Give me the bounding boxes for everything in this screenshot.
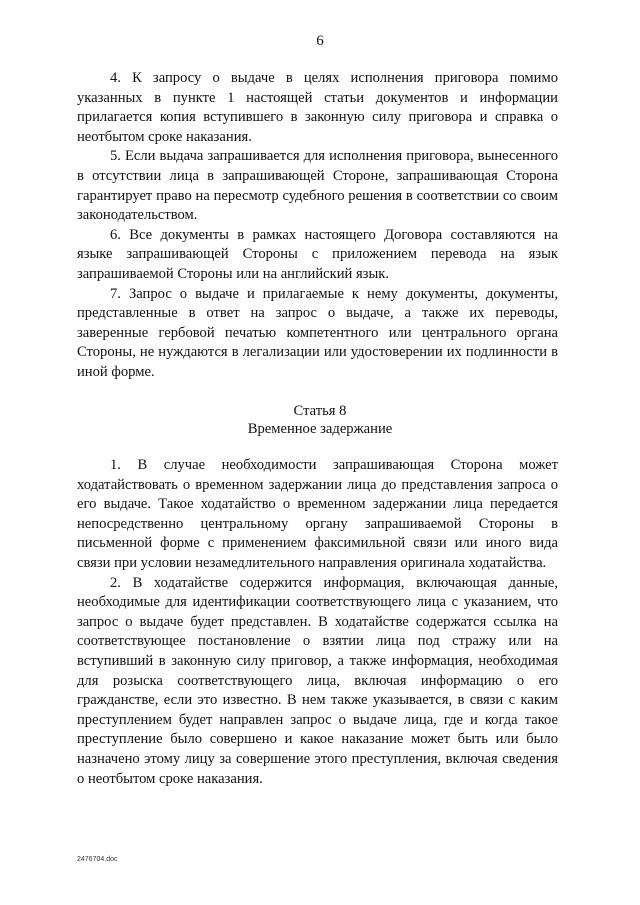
paragraph-4: 4. К запросу о выдаче в целях исполнения приговора помимо указанных в пункте 1 настоящей статьи документов и информации прилагается копия вступившего в законную силу приговора и справка о неотбытом сроке наказания. <box>77 70 558 145</box>
paragraph-5: 5. Если выдача запрашивается для исполнения приговора, вынесенного в отсутствии лица в запрашивающей Стороне, запрашивающая Сторона гарантирует право на пересмотр судебного решения в соответствии со своим законодательством. <box>77 148 558 224</box>
paragraph-7: 7. Запрос о выдаче и прилагаемые к нему документы, документы, представленные в ответ на запрос о выдаче, а также их переводы, заверенные гербовой печатью компетентного или центрального органа Стороны, не нуждаются в легализации или удостоверении их подлинности в иной форме. <box>77 285 558 380</box>
article-8-paragraph-1: 1. В случае необходимости запрашивающая Сторона может ходатайствовать о временном задержании лица до представления запроса о его выдаче. Такое ходатайство о временном задержании лица передается непосредственно центральному органу запрашиваемой Стороны в письменной форме с применением факсимильной связи или иного вида связи при условии незамедлительного направления оригинала ходатайства. <box>77 457 558 571</box>
section-paragraphs-before <box>77 69 558 383</box>
file-name-footer: 2476704.doc <box>77 856 118 863</box>
paragraph-6: 6. Все документы в рамках настоящего Договора составляются на языке запрашивающей Стороны с приложением перевода на язык запрашиваемой Стороны или на английский язык. <box>77 226 558 282</box>
article-subtitle: Временное задержание <box>247 421 393 437</box>
section-paragraphs-after <box>77 456 558 789</box>
article-8-paragraph-2: 2. В ходатайстве содержится информация, включающая данные, необходимые для идентификации соответствующего лица с указанием, что запрос о выдаче будет представлен. В ходатайстве содержатся ссылка на соответствующее постановление о взятии лица под стражу или на вступивший в законную силу приговор, а также информация, необходимая для розыска соответствующего лица, включая информацию о его гражданстве, если это известно. В нем также указывается, в связи с каким преступлением будет направлен запрос о выдаче лица, где и когда такое преступление было совершено и какое наказание может быть или было назначено этому лицу за совершение этого преступления, включая сведения о неотбытом сроке наказания. <box>77 574 558 787</box>
article-title: Статья 8 <box>293 403 347 419</box>
page-number: 6 <box>316 33 324 49</box>
